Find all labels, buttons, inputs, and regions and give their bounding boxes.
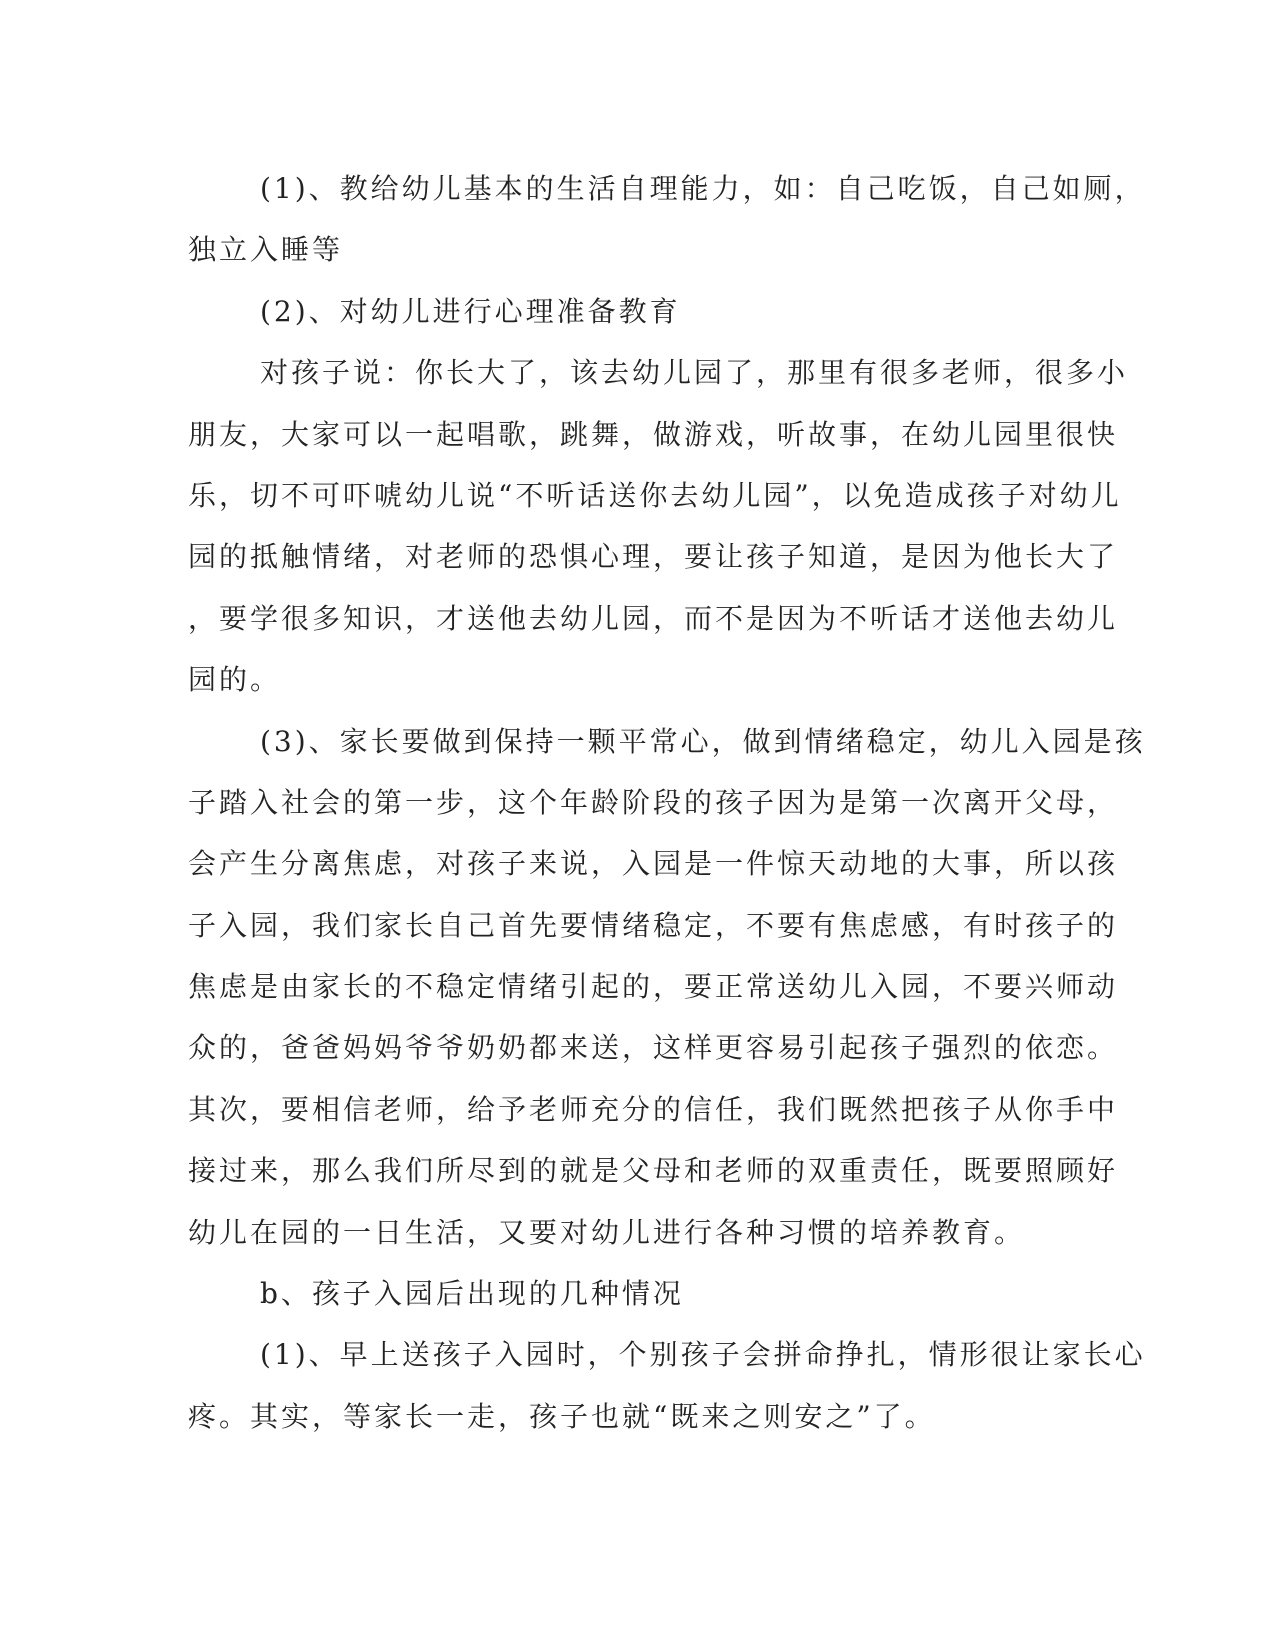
text-line: (2)、对幼儿进行心理准备教育 [260,294,681,328]
text-line: 朋友，大家可以一起唱歌，跳舞，做游戏，听故事，在幼儿园里很快 [188,417,1119,451]
text-line: 园的抵触情绪，对老师的恐惧心理，要让孩子知道，是因为他长大了 [188,540,1119,574]
text-line: 子入园，我们家长自己首先要情绪稳定，不要有焦虑感，有时孩子的 [188,908,1119,942]
text-line: 其次，要相信老师，给予老师充分的信任，我们既然把孩子从你手中 [188,1092,1119,1126]
text-line: 园的。 [188,663,282,697]
text-line: 会产生分离焦虑，对孩子来说，入园是一件惊天动地的大事，所以孩 [188,847,1119,881]
text-line: 疼。其实，等家长一走，孩子也就“既来之则安之”了。 [188,1399,936,1433]
text-line: 接过来，那么我们所尽到的就是父母和老师的双重责任，既要照顾好 [188,1154,1119,1188]
text-line: 对孩子说：你长大了，该去幼儿园了，那里有很多老师，很多小 [260,356,1129,390]
text-line: 独立入睡等 [188,233,344,267]
text-line: 子踏入社会的第一步，这个年龄阶段的孩子因为是第一次离开父母， [188,785,1119,819]
document-body [188,158,1146,1447]
text-line: 乐，切不可吓唬幼儿说“不听话送你去幼儿园”，以免造成孩子对幼儿 [188,478,1122,512]
text-line: 焦虑是由家长的不稳定情绪引起的，要正常送幼儿入园，不要兴师动 [188,970,1119,1004]
text-line: 幼儿在园的一日生活，又要对幼儿进行各种习惯的培养教育。 [188,1215,1026,1249]
text-line: (1)、教给幼儿基本的生活自理能力，如：自己吃饭，自己如厕， [260,172,1146,205]
text-line: ，要学很多知识，才送他去幼儿园，而不是因为不听话才送他去幼儿 [188,601,1119,635]
text-line: 众的，爸爸妈妈爷爷奶奶都来送，这样更容易引起孩子强烈的依恋。 [188,1031,1119,1065]
text-line: b、孩子入园后出现的几种情况 [260,1277,684,1311]
text-line: (3)、家长要做到保持一颗平常心，做到情绪稳定，幼儿入园是孩 [260,724,1146,758]
text-line: (1)、早上送孩子入园时，个别孩子会拼命挣扎，情形很让家长心 [260,1338,1146,1372]
